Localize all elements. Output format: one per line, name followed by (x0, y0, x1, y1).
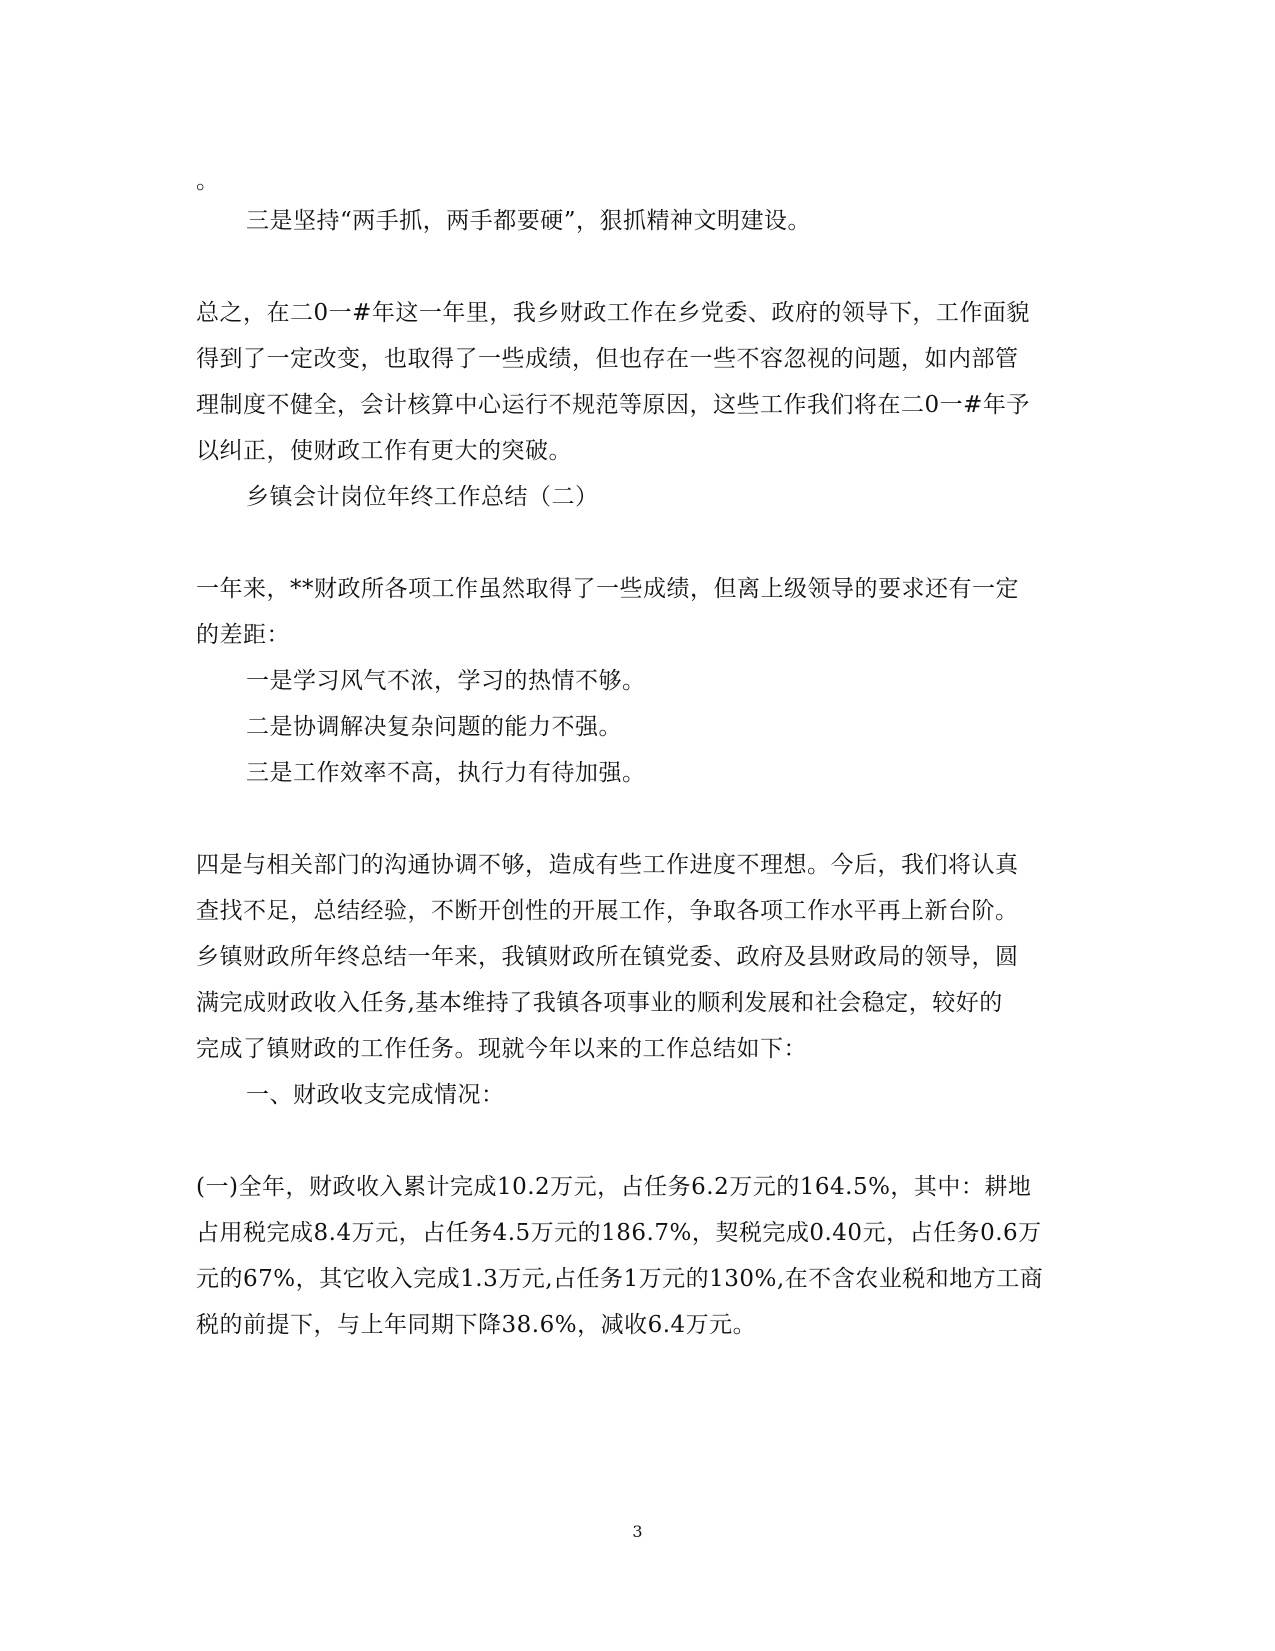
paragraph-line: 一年来，**财政所各项工作虽然取得了一些成绩，但离上级领导的要求还有一定 (196, 576, 1019, 602)
text-line: 。 (196, 168, 220, 194)
list-item: 一是学习风气不浓，学习的热情不够。 (246, 668, 646, 694)
paragraph-line: (一)全年，财政收入累计完成10.2万元，占任务6.2万元的164.5%，其中：耕地 (196, 1174, 1032, 1200)
list-item: 二是协调解决复杂问题的能力不强。 (246, 714, 622, 740)
paragraph-line: 查找不足，总结经验，不断开创性的开展工作，争取各项工作水平再上新台阶。 (196, 898, 1019, 924)
section-heading: 乡镇会计岗位年终工作总结（二） (246, 484, 599, 510)
paragraph-line: 四是与相关部门的沟通协调不够，造成有些工作进度不理想。今后，我们将认真 (196, 852, 1019, 878)
text-line: 三是坚持“两手抓，两手都要硬”，狠抓精神文明建设。 (246, 208, 812, 234)
paragraph-line: 以纠正，使财政工作有更大的突破。 (196, 438, 572, 464)
paragraph-line: 满完成财政收入任务,基本维持了我镇各项事业的顺利发展和社会稳定，较好的 (196, 990, 1003, 1016)
section-heading: 一、财政收支完成情况： (246, 1082, 505, 1108)
paragraph-line: 总之，在二0一#年这一年里，我乡财政工作在乡党委、政府的领导下，工作面貌 (196, 300, 1030, 326)
paragraph-line: 完成了镇财政的工作任务。现就今年以来的工作总结如下： (196, 1036, 807, 1062)
paragraph-line: 占用税完成8.4万元，占任务4.5万元的186.7%，契税完成0.40元，占任务0.6万 (196, 1220, 1042, 1246)
paragraph-line: 乡镇财政所年终总结一年来，我镇财政所在镇党委、政府及县财政局的领导，圆 (196, 944, 1019, 970)
paragraph-line: 税的前提下，与上年同期下降38.6%，减收6.4万元。 (196, 1312, 757, 1338)
paragraph-line: 理制度不健全，会计核算中心运行不规范等原因，这些工作我们将在二0一#年予 (196, 392, 1030, 418)
page-number: 3 (632, 1522, 643, 1541)
paragraph-line: 的差距： (196, 622, 290, 648)
paragraph-line: 得到了一定改变，也取得了一些成绩，但也存在一些不容忽视的问题，如内部管 (196, 346, 1019, 372)
list-item: 三是工作效率不高，执行力有待加强。 (246, 760, 646, 786)
paragraph-line: 元的67%，其它收入完成1.3万元,占任务1万元的130%,在不含农业税和地方工商 (196, 1266, 1044, 1292)
